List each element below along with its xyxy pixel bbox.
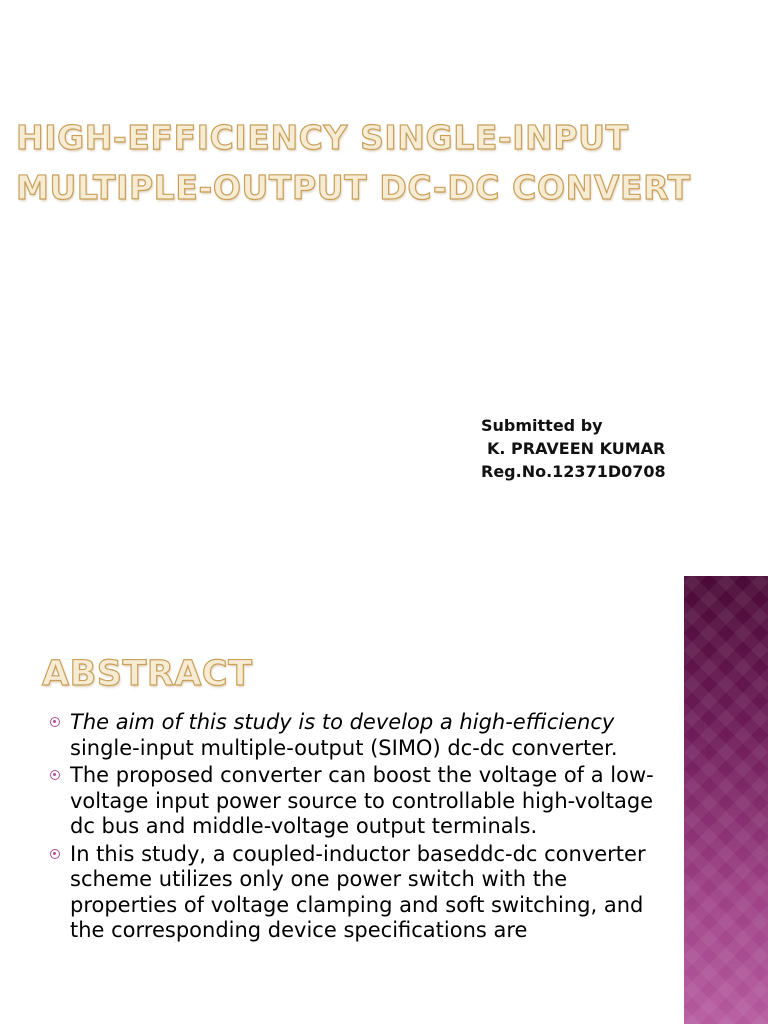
circle-dot-icon xyxy=(50,770,60,780)
submitted-by-label: Submitted by xyxy=(481,416,603,435)
submission-info xyxy=(481,414,666,483)
bullet-3-text: In this study, a coupled-inductor baseddc-dc converter scheme utilizes only one power switch with the properties of voltage clamping and soft switching, and the corresponding device specifications are xyxy=(70,841,646,942)
decorative-side-band xyxy=(684,576,768,1024)
abstract-bullet-list xyxy=(0,710,680,946)
bullet-1-text: single-input multiple-output (SIMO) dc-dc converter. xyxy=(70,735,618,760)
abstract-heading: ABSTRACT xyxy=(42,654,253,694)
title-line-1: HIGH-EFFICIENCY SINGLE-INPUT xyxy=(16,118,629,157)
bullet-1-italic-text: The aim of this study is to develop a high-efficiency xyxy=(70,710,615,734)
circle-dot-icon xyxy=(50,849,60,859)
submitter-name: K. PRAVEEN KUMAR xyxy=(487,439,666,458)
abstract-bullet-3 xyxy=(0,842,680,944)
circle-dot-icon xyxy=(50,717,60,727)
abstract-slide xyxy=(0,576,768,1024)
registration-number: Reg.No.12371D0708 xyxy=(481,462,666,481)
bullet-2-text: The proposed converter can boost the voltage of a low-voltage input power source to controllable high-voltage dc bus and middle-voltage output terminals. xyxy=(70,763,654,838)
title-line-2: MULTIPLE-OUTPUT DC-DC CONVERT xyxy=(16,168,691,207)
abstract-bullet-1 xyxy=(0,710,680,761)
abstract-bullet-2 xyxy=(0,763,680,840)
